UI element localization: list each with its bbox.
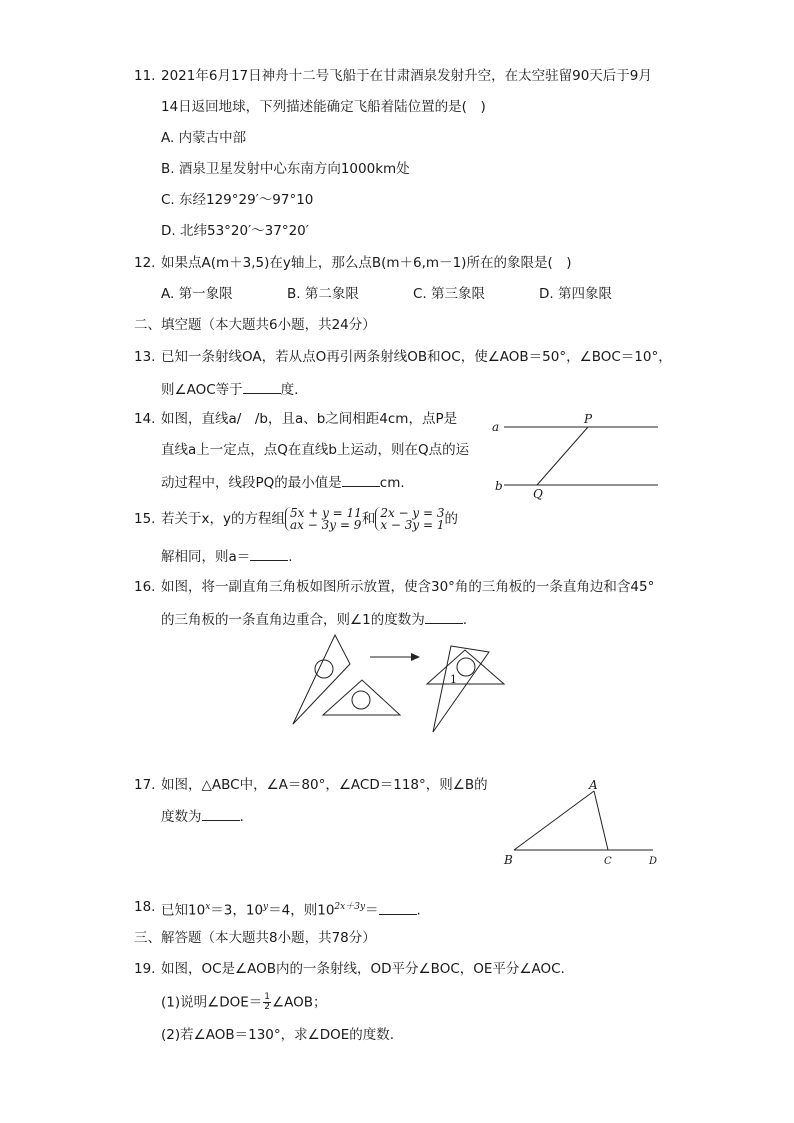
q14-stem-line3 [161,472,405,492]
q14-figure [490,408,665,503]
q15-eq2b: x − 3y = 1 [380,518,445,532]
q15-text-before-blank: 解相同，则a＝ [161,549,251,565]
q11-option-b[interactable]: B. 酒泉卫星发射中心东南方向1000km处 [161,161,410,177]
q13-answer-blank[interactable] [243,379,281,394]
q17-figure [500,775,670,870]
q19-fraction-half [263,993,271,1012]
q14-segment-pq [537,427,588,485]
q15-stem-line2 [161,546,293,566]
q18-answer-blank[interactable] [379,900,417,915]
q18-text-2: ＝3，10 [210,902,264,919]
q17-label-c: C [604,856,612,867]
q19-stem: 如图，OC是∠AOB内的一条射线，OD平分∠BOC，OE平分∠AOC. [161,961,565,977]
q19-number: 19. [134,961,156,977]
section-3-heading: 三、解答题（本大题共8小题，共78分） [134,930,376,946]
q15-system-2 [375,507,444,531]
q18-exponent-2x3y: 2x＋3y [334,902,366,912]
q19-part-2: (2)若∠AOB＝130°，求∠DOE的度数. [161,1027,395,1043]
q18-text-5: . [416,902,421,919]
q17-text-before-blank: 度数为 [161,809,202,825]
q18-exponent-x: x [205,902,211,912]
q11-stem-line1: 2021年6月17日神舟十二号飞船于在甘肃酒泉发射升空，在太空驻留90天后于9月 [161,68,652,84]
q17-label-d: D [649,856,658,867]
q15-answer-blank[interactable] [250,546,288,561]
q14-label-a: a [492,420,500,434]
q14-label-p: P [584,412,593,426]
q16-combined-triangle-45 [427,650,504,684]
q15-stem-line1 [161,501,458,537]
q17-stem-line1: 如图，△ABC中，∠A＝80°，∠ACD＝118°，则∠B的 [161,777,488,793]
q17-stem-line2 [161,806,244,826]
q15-eq2a: 2x − y = 3 [380,506,445,520]
q18-number: 18. [134,899,156,915]
q14-stem-line2: 直线a上一定点，点Q在直线b上运动，则在Q点的运 [161,442,470,458]
q17-side-ac [594,791,608,850]
q12-stem: 如果点A(m＋3,5)在y轴上，那么点B(m＋6,m－1)所在的象限是( ) [161,255,572,271]
q14-stem-line1: 如图，直线a/ /b，且a、b之间相距4cm，点P是 [161,411,458,427]
q18-text-4: ＝ [365,902,379,919]
q15-system-1 [285,507,362,531]
q16-stem-line2 [161,609,467,629]
q11-stem-line2: 14日返回地球，下列描述能确定飞船着陆位置的是( ) [161,99,486,115]
q16-text-after-blank: . [462,612,467,628]
q16-combined-triangle-30-60 [433,646,489,732]
q13-number: 13. [134,349,156,365]
q14-number: 14. [134,411,156,427]
q19-fraction-denominator: 2 [264,1002,271,1012]
q15-text-post: 的 [444,511,458,527]
q15-text-pre: 若关于x，y的方程组 [161,511,285,527]
q14-answer-blank[interactable] [342,472,380,487]
q13-text-after-blank: 度. [280,382,299,398]
q19-part1-text-2: ∠AOB； [272,994,327,1011]
q17-side-ab [514,791,594,850]
q12-number: 12. [134,255,156,271]
q16-answer-blank[interactable] [425,609,463,624]
q14-label-q: Q [533,487,543,501]
q15-number: 15. [134,511,156,527]
q16-triangle-45 [323,680,400,715]
q15-eq1a: 5x + y = 11 [289,506,362,520]
q11-option-c[interactable]: C. 东经129°29′～97°10 [161,192,314,208]
q16-figure [290,632,510,742]
q12-option-d[interactable]: D. 第四象限 [539,286,612,302]
q13-stem-line1: 已知一条射线OA，若从点O再引两条射线OB和OC，使∠AOB＝50°，∠BOC＝10°， [161,349,672,365]
q16-combined-hole [457,658,475,676]
q15-text-mid: 和 [361,511,376,527]
q16-angle-label: 1 [450,673,457,686]
q16-stem-line1: 如图，将一副直角三角板如图所示放置，使含30°角的三角板的一条直角边和含45° [161,579,655,595]
q19-fraction-numerator: 1 [264,992,271,1002]
q17-label-a: A [589,778,598,792]
q15-eq1b: ax − 3y = 9 [289,518,362,532]
q12-option-b[interactable]: B. 第二象限 [287,286,359,302]
q13-text-before-blank: 则∠AOC等于 [161,382,243,398]
q14-text-after-blank: cm. [379,475,405,491]
q17-answer-blank[interactable] [202,806,240,821]
q16-arrow-head [411,653,420,661]
q18-text-1: 已知10 [161,902,206,919]
q11-number: 11. [134,68,156,84]
q14-label-b: b [495,479,503,493]
q17-number: 17. [134,777,156,793]
q11-option-d[interactable]: D. 北纬53°20′～37°20′ [161,223,309,239]
q15-text-after-blank: . [288,549,293,565]
q16-text-before-blank: 的三角板的一条直角边重合，则∠1的度数为 [161,612,425,628]
q16-triangle-30-60 [293,635,350,724]
q17-label-b: B [504,853,513,867]
q18-exponent-y: y [263,902,269,912]
q16-triangle-45-hole [352,691,370,709]
q16-number: 16. [134,579,156,595]
q17-text-after-blank: . [239,809,244,825]
q16-triangle-30-60-hole [315,660,333,678]
q12-option-c[interactable]: C. 第三象限 [413,286,486,302]
q11-option-a[interactable]: A. 内蒙古中部 [161,130,247,146]
q19-part1-text-1: (1)说明∠DOE＝ [161,994,263,1011]
q12-option-a[interactable]: A. 第一象限 [161,286,233,302]
q18-stem [161,898,421,920]
q19-part-1 [161,993,327,1012]
q13-stem-line2 [161,379,298,399]
q14-text-before-blank: 动过程中，线段PQ的最小值是 [161,475,342,491]
section-2-heading: 二、填空题（本大题共6小题，共24分） [134,317,376,333]
q18-text-3: ＝4，则10 [268,902,335,919]
